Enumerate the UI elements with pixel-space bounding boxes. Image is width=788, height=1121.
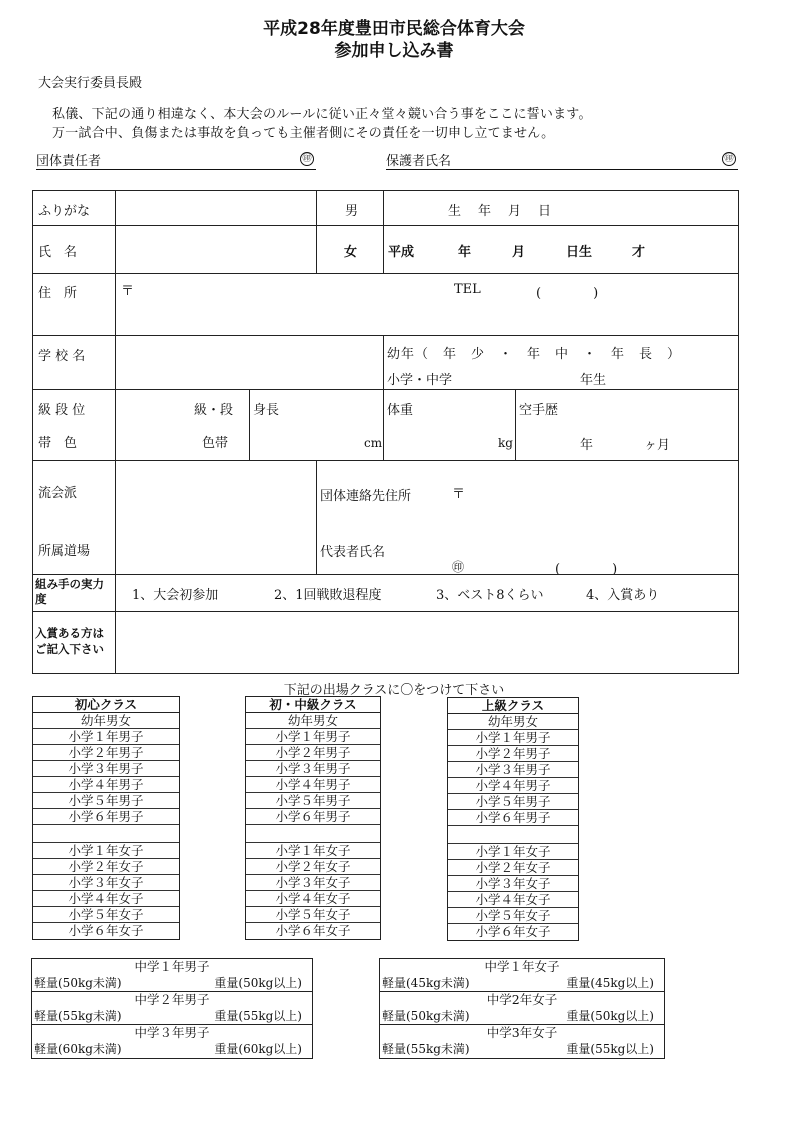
- rep-name-label: 代表者氏名: [320, 545, 386, 560]
- birth-era-label: 平成: [388, 245, 415, 260]
- birthdate-input[interactable]: [383, 225, 739, 274]
- ability-option-4[interactable]: 4、入賞あり: [586, 588, 660, 603]
- class-option[interactable]: 小学３年女子: [33, 875, 179, 891]
- style-label: 流会派: [38, 486, 78, 501]
- addressee: 大会実行委員長殿: [38, 76, 143, 91]
- jh-light-option[interactable]: 軽量(60kg未満): [34, 1042, 122, 1056]
- months-unit: ヶ月: [644, 438, 671, 453]
- belt-unit: 色帯: [202, 436, 229, 451]
- class-header: 初心クラス: [33, 697, 179, 713]
- rank-unit: 級・段: [194, 403, 234, 418]
- class-option[interactable]: 小学４年女子: [33, 891, 179, 907]
- jh-heavy-option[interactable]: 重量(55kg以上): [214, 1009, 302, 1023]
- jh-grade-label: 中学１年女子: [484, 959, 560, 974]
- jh-heavy-option[interactable]: 重量(55kg以上): [566, 1042, 654, 1056]
- class-option[interactable]: 小学４年女子: [246, 891, 380, 907]
- class-instruction: 下記の出場クラスに〇をつけて下さい: [283, 683, 505, 698]
- jh-grade-label: 中学２年男子: [134, 992, 210, 1007]
- class-box-intermediate: [245, 696, 381, 940]
- class-option[interactable]: 小学６年男子: [448, 810, 578, 826]
- pledge-line-2: 万一試合中、負傷または事故を負っても主催者側にその責任を一切申し立てません。: [52, 126, 555, 141]
- prize-label: 入賞ある方はご記入下さい: [35, 626, 104, 656]
- class-option[interactable]: 小学２年女子: [246, 859, 380, 875]
- class-option[interactable]: 小学１年女子: [33, 843, 179, 859]
- name-label: 氏 名: [38, 245, 78, 260]
- birthdate-header-cell: [383, 190, 739, 226]
- group-postal-mark: 〒: [452, 487, 466, 502]
- class-box-beginner: [32, 696, 180, 940]
- years-unit: 年: [580, 438, 594, 453]
- prize-input[interactable]: [115, 611, 739, 674]
- class-option[interactable]: 小学５年男子: [246, 793, 380, 809]
- class-option[interactable]: 幼年男女: [448, 714, 578, 730]
- birthdate-label: 生 年 月 日: [448, 204, 554, 219]
- karate-history-label: 空手歴: [519, 403, 559, 418]
- group-leader-label: 団体責任者: [36, 154, 102, 169]
- class-option[interactable]: 小学６年男子: [246, 809, 380, 825]
- class-header: 上級クラス: [448, 698, 578, 714]
- jh-grade-label: 中学3年女子: [486, 1025, 558, 1040]
- group-leader-signature-field[interactable]: [36, 150, 316, 170]
- rank-label: 級 段 位: [38, 403, 86, 418]
- class-option[interactable]: 小学１年男子: [246, 729, 380, 745]
- seal-icon: ㊞: [300, 152, 314, 166]
- class-header: 初・中級クラス: [246, 697, 380, 713]
- age-label: 才: [632, 245, 646, 260]
- tel-label: TEL: [454, 282, 481, 297]
- class-option[interactable]: 小学３年女子: [448, 876, 578, 892]
- junior-high-girls-box: [379, 958, 665, 1059]
- jh-heavy-option[interactable]: 重量(60kg以上): [214, 1042, 302, 1056]
- school-label: 学 校 名: [38, 349, 86, 364]
- kg-unit: kg: [498, 436, 513, 450]
- jh-grade-label: 中学2年女子: [486, 992, 558, 1007]
- grade-label: 年生: [580, 373, 607, 388]
- height-label: 身長: [253, 403, 280, 418]
- kindergarten-options: 幼年（ 年 少 ・ 年 中 ・ 年 長 ）: [387, 347, 682, 362]
- weight-label: 体重: [387, 403, 414, 418]
- jh-heavy-option[interactable]: 重量(50kg以上): [214, 976, 302, 990]
- class-option[interactable]: 小学５年女子: [246, 907, 380, 923]
- class-option[interactable]: 小学５年女子: [448, 908, 578, 924]
- ability-option-1[interactable]: 1、大会初参加: [132, 588, 219, 603]
- class-option[interactable]: 小学４年男子: [448, 778, 578, 794]
- class-option[interactable]: 小学２年女子: [33, 859, 179, 875]
- class-option[interactable]: 幼年男女: [246, 713, 380, 729]
- jh-grade-label: 中学３年男子: [134, 1025, 210, 1040]
- furigana-label: ふりがな: [38, 204, 91, 219]
- address-input[interactable]: [115, 273, 739, 336]
- tel-parentheses: ( ): [536, 286, 599, 301]
- jh-grade-label: 中学１年男子: [134, 959, 210, 974]
- class-option[interactable]: 小学１年女子: [246, 843, 380, 859]
- class-option[interactable]: 小学５年女子: [33, 907, 179, 923]
- jh-light-option[interactable]: 軽量(50kg未満): [34, 976, 122, 990]
- style-dojo-input[interactable]: [115, 460, 317, 575]
- class-option[interactable]: 小学２年男子: [246, 745, 380, 761]
- jh-light-option[interactable]: 軽量(45kg未満): [382, 976, 470, 990]
- rep-seal-icon: ㊞: [452, 560, 465, 574]
- class-option[interactable]: 小学６年男子: [33, 809, 179, 825]
- school-input[interactable]: [115, 335, 384, 390]
- class-separator: [33, 825, 179, 843]
- pledge-line-1: 私儀、下記の通り相違なく、本大会のルールに従い正々堂々競い合う事をここに誓います。: [52, 107, 592, 122]
- school-level-label: 小学・中学: [387, 373, 453, 388]
- male-label: 男: [345, 204, 359, 219]
- class-separator: [246, 825, 380, 843]
- ability-label: 組み手の実力度: [35, 577, 104, 606]
- class-option[interactable]: 小学２年女子: [448, 860, 578, 876]
- jh-light-option[interactable]: 軽量(55kg未満): [34, 1009, 122, 1023]
- guardian-label: 保護者氏名: [386, 154, 452, 169]
- ability-option-3[interactable]: 3、ベスト8くらい: [436, 588, 544, 603]
- class-option[interactable]: 小学５年男子: [33, 793, 179, 809]
- cm-unit: cm: [364, 436, 383, 450]
- class-option[interactable]: 小学５年男子: [448, 794, 578, 810]
- page-subtitle: 参加申し込み書: [334, 41, 454, 61]
- seal-icon: ㊞: [722, 152, 736, 166]
- class-option[interactable]: 幼年男女: [33, 713, 179, 729]
- group-address-label: 団体連絡先住所: [320, 489, 412, 504]
- class-option[interactable]: 小学１年女子: [448, 844, 578, 860]
- class-option[interactable]: 小学３年男子: [246, 761, 380, 777]
- jh-light-option[interactable]: 軽量(50kg未満): [382, 1009, 470, 1023]
- birth-year-label: 年: [458, 245, 472, 260]
- address-label: 住 所: [38, 286, 78, 301]
- jh-heavy-option[interactable]: 重量(45kg以上): [566, 976, 654, 990]
- class-separator: [448, 826, 578, 844]
- name-input[interactable]: [115, 225, 317, 274]
- furigana-input[interactable]: [115, 190, 317, 226]
- class-option[interactable]: 小学４年女子: [448, 892, 578, 908]
- class-option[interactable]: 小学１年男子: [448, 730, 578, 746]
- class-option[interactable]: 小学６年女子: [275, 923, 351, 938]
- birth-day-label: 日生: [566, 245, 593, 260]
- page-title: 平成28年度豊田市民総合体育大会: [263, 19, 525, 39]
- jh-heavy-option[interactable]: 重量(50kg以上): [566, 1009, 654, 1023]
- class-option[interactable]: 小学２年男子: [33, 745, 179, 761]
- belt-label: 帯 色: [38, 436, 78, 451]
- class-option[interactable]: 小学４年男子: [246, 777, 380, 793]
- class-option[interactable]: 小学６年女子: [68, 923, 144, 938]
- postal-mark: 〒: [121, 284, 135, 299]
- ability-option-2[interactable]: 2、1回戦敗退程度: [274, 588, 382, 603]
- class-option[interactable]: 小学３年男子: [448, 762, 578, 778]
- birth-month-label: 月: [512, 245, 526, 260]
- class-option[interactable]: 小学１年男子: [33, 729, 179, 745]
- guardian-signature-field[interactable]: [386, 150, 738, 170]
- class-box-advanced: [447, 697, 579, 941]
- female-label: 女: [344, 245, 358, 260]
- class-option[interactable]: 小学３年男子: [33, 761, 179, 777]
- rep-parentheses: ( ): [555, 562, 618, 577]
- dojo-label: 所属道場: [38, 544, 91, 559]
- class-option[interactable]: 小学６年女子: [475, 924, 551, 939]
- jh-light-option[interactable]: 軽量(55kg未満): [382, 1042, 470, 1056]
- class-option[interactable]: 小学２年男子: [448, 746, 578, 762]
- class-option[interactable]: 小学３年女子: [246, 875, 380, 891]
- class-option[interactable]: 小学４年男子: [33, 777, 179, 793]
- junior-high-boys-box: [31, 958, 313, 1059]
